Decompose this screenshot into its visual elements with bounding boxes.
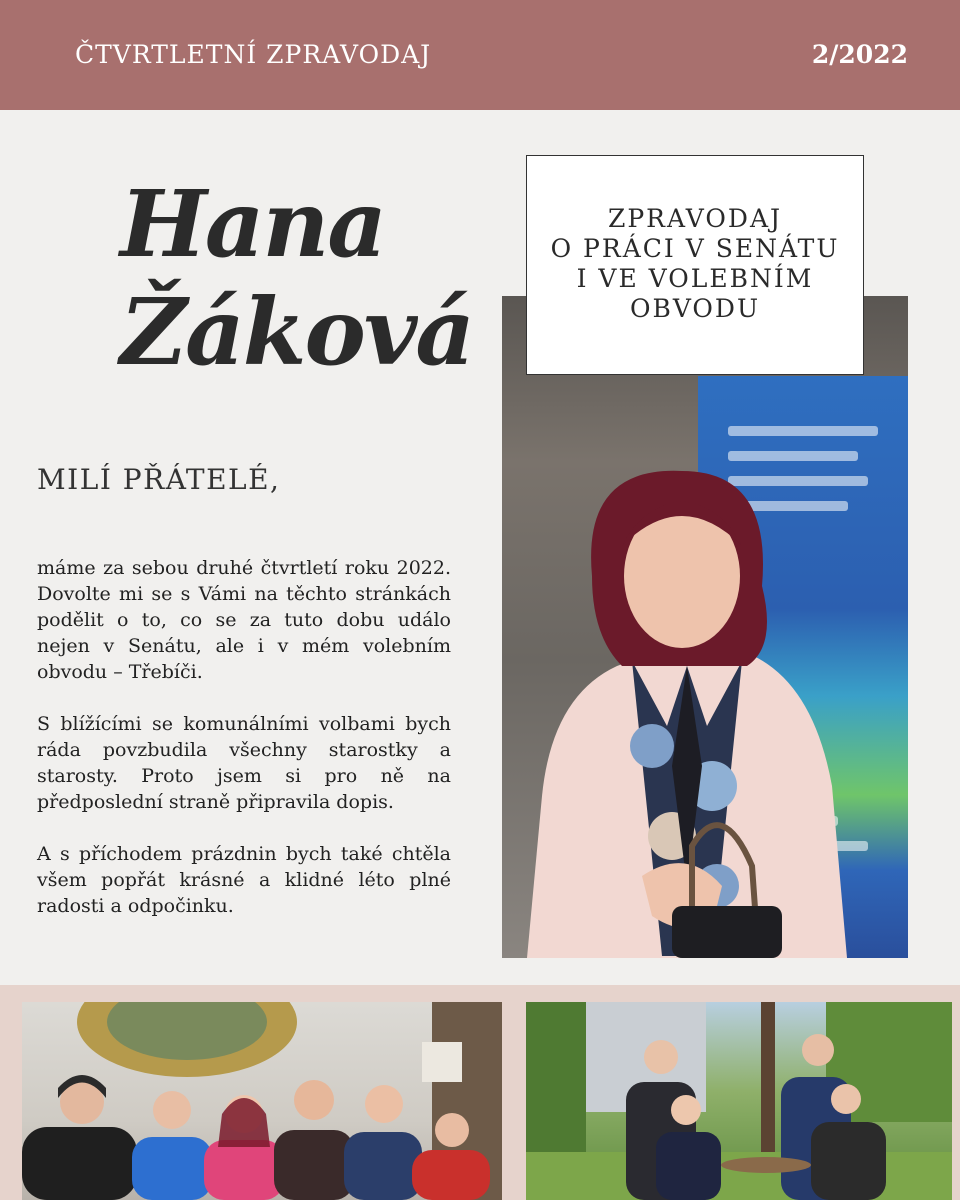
newsletter-subtitle: ZPRAVODAJ O PRÁCI V SENÁTU I VE VOLEBNÍM OBVODU xyxy=(550,204,840,323)
header-bar xyxy=(0,0,960,110)
woman-figure xyxy=(522,466,852,958)
paragraph: máme za sebou druhé čtvrtletí roku 2022. Dovolte mi se s Vámi na těchto stránkách podělit o to, co se za tuto dobu událo nejen v Senátu, ale i v mém volebním obvodu – Třebíči. xyxy=(37,557,451,683)
intro-text xyxy=(37,555,451,945)
author-last-name: Žáková xyxy=(120,278,473,386)
park-illustration xyxy=(526,1002,952,1200)
author-first-name: Hana xyxy=(120,170,386,278)
paragraph: A s příchodem prázdnin bych také chtěla všem popřát krásné a klidné léto plné radosti a odpočinku. xyxy=(37,843,451,917)
issue-number: 2/2022 xyxy=(811,40,908,69)
newsletter-subtitle-box xyxy=(526,155,864,375)
park-photo-officials xyxy=(526,1002,952,1200)
author-name xyxy=(120,170,473,386)
paragraph: S blížícími se komunálními volbami bych ráda povzbudila všechny starostky a starosty. Proto jsem si pro ně na předposlední straně připravila dopis. xyxy=(37,713,451,813)
portrait-photo xyxy=(502,296,908,958)
students-illustration xyxy=(22,1002,502,1200)
newsletter-title: ČTVRTLETNÍ ZPRAVODAJ xyxy=(75,40,432,69)
greeting: MILÍ PŘÁTELÉ, xyxy=(37,463,281,496)
group-photo-students xyxy=(22,1002,502,1200)
